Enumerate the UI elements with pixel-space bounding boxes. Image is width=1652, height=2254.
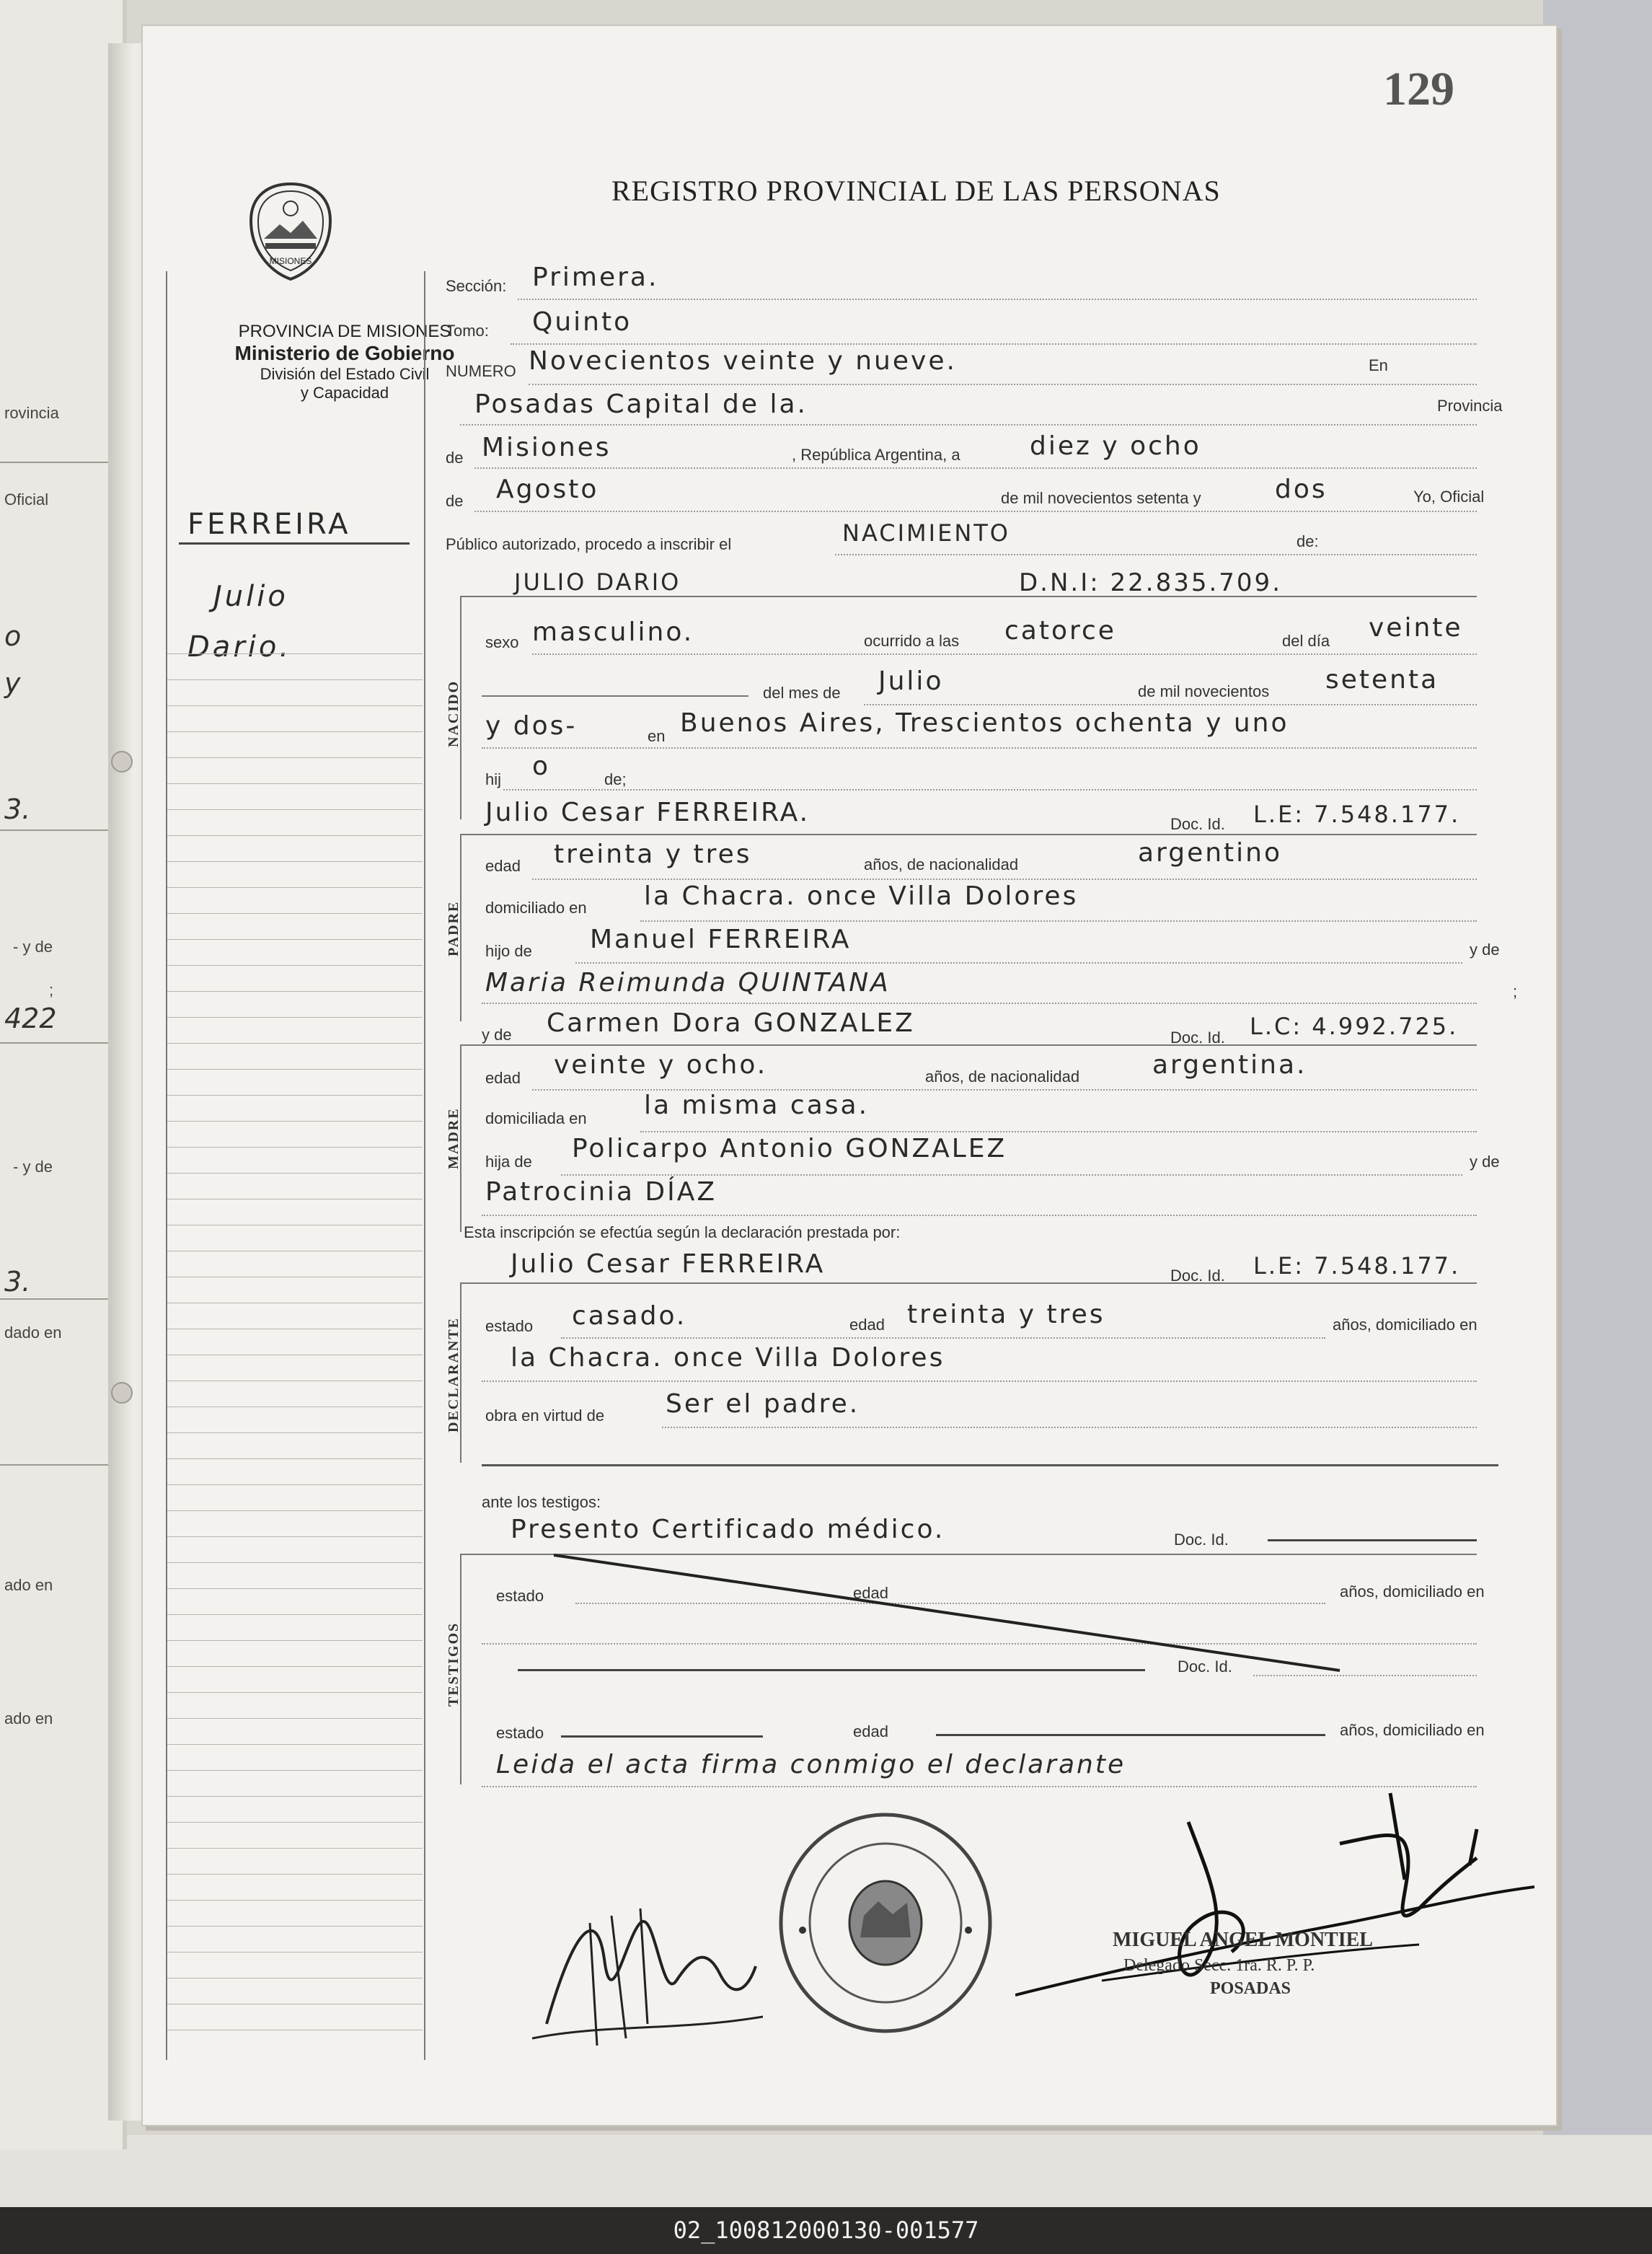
margin-ruled-line [167,1562,423,1563]
label-estado: estado [496,1724,544,1742]
value-mes-nac: Julio [878,666,944,696]
value-dia-nac: veinte [1369,613,1463,643]
dotted-line [503,789,1477,791]
value-anio: dos [1275,475,1328,504]
label-edad: edad [853,1584,888,1602]
margin-ruled-line [167,1406,423,1407]
prev-text: ado en [4,1709,53,1727]
label-doc-id: Doc. Id. [1170,815,1225,833]
dotted-line [511,343,1477,345]
value-madre-nac: argentina. [1152,1050,1307,1080]
dotted-line [482,747,1477,749]
margin-ruled-line [167,1796,423,1797]
label-de3: de; [604,770,627,788]
value-madre-dom: la misma casa. [644,1091,870,1120]
margin-ruled-line [167,1848,423,1849]
label-y-de2: y de [482,1026,512,1044]
value-hora: catorce [1004,616,1116,646]
label-hijo-de: hijo de [485,942,532,960]
label-anos-nac: años, de nacionalidad [864,855,1019,873]
label-del-dia: del día [1282,632,1330,650]
value-testigo1: Presento Certificado médico. [511,1515,945,1544]
value-declarante-dom: la Chacra. once Villa Dolores [511,1343,945,1373]
value-provincia: Misiones [482,433,611,462]
value-declarante-estado: casado. [572,1301,687,1331]
dotted-line [460,424,1477,426]
margin-ruled-line [167,1458,423,1459]
page-title: REGISTRO PROVINCIAL DE LAS PERSONAS [611,175,1221,207]
dotted-line [864,704,1477,705]
section-divider [460,1044,1477,1046]
margin-ruled-line [167,1147,423,1148]
blank-line [561,1735,763,1738]
margin-ruled-line [167,1614,423,1615]
margin-ruled-line [167,1666,423,1667]
margin-ruled-line [167,653,423,654]
label-de: de [446,492,464,510]
value-lugar: Posadas Capital de la. [474,389,808,419]
margin-left-rule [166,271,167,2060]
label-doc-id: Doc. Id. [1170,1267,1225,1285]
dotted-line [482,1003,1477,1004]
margin-ruled-line [167,1744,423,1745]
margin-ruled-line [167,965,423,966]
dotted-line [532,879,1477,880]
label-publico: Público autorizado, procedo a inscribir el [446,535,732,553]
margin-given-2: Dario. [187,630,292,664]
margin-ruled-line [167,1510,423,1511]
label-domiciliada: domiciliada en [485,1109,587,1127]
label-edad: edad [853,1722,888,1740]
margin-ruled-line [167,809,423,810]
desk-surface [0,2135,1652,2207]
prev-rule [0,1464,123,1466]
label-declaracion: Esta inscripción se efectúa según la declaración prestada por: [464,1223,901,1241]
label-anos-dom: años, domiciliado en [1340,1721,1485,1739]
section-padre: PADRE [446,900,461,956]
section-divider [460,834,1477,835]
register-page [141,25,1558,2126]
ministry-name: Ministerio de Gobierno [234,342,455,364]
prev-text: ; [49,981,54,999]
official-round-stamp [774,1808,997,2038]
value-cierre: Leida el acta firma conmigo el declarante [496,1750,1126,1779]
prev-rule [0,1298,123,1300]
margin-ruled-line [167,913,423,914]
prev-hand: 3. [4,1266,31,1298]
margin-ruled-line [167,991,423,992]
prev-rule [0,462,123,463]
label-edad: edad [485,1069,521,1087]
label-doc-id: Doc. Id. [1170,1029,1225,1047]
prev-text: ado en [4,1576,53,1594]
label-semicolon: ; [1513,982,1518,1000]
blank-line [1268,1539,1477,1541]
strike-through-line [547,1548,1354,1678]
prev-text: - y de [13,938,53,956]
margin-ruled-line [167,1926,423,1927]
section-testigos: TESTIGOS [446,1621,461,1707]
label-en2: en [648,727,666,745]
label-obra: obra en virtud de [485,1406,605,1425]
margin-ruled-line [167,1095,423,1096]
section-divider [482,1464,1498,1466]
value-numero: Novecientos veinte y nueve. [529,346,957,376]
label-de: de [446,449,464,467]
value-dia: diez y ocho [1030,431,1201,461]
value-dni: D.N.I: 22.835.709. [1019,568,1282,597]
blank-line [482,695,748,697]
margin-ruled-line [167,1432,423,1433]
label-de-mil2: de mil novecientos [1138,682,1270,700]
prev-hand: y [4,667,21,699]
dotted-line [518,299,1477,300]
value-declarante-edad: treinta y tres [907,1300,1105,1329]
dotted-line [835,554,1477,555]
margin-ruled-line [167,939,423,940]
prev-text: - y de [13,1158,53,1176]
value-madre-doc: L.C: 4.992.725. [1250,1013,1459,1040]
label-testigos: ante los testigos: [482,1493,601,1511]
margin-surname: FERREIRA [187,508,351,541]
dotted-line [532,653,1477,655]
label-estado: estado [485,1317,534,1335]
value-padre-doc: L.E: 7.548.177. [1253,801,1461,828]
value-declarante-doc: L.E: 7.548.177. [1253,1252,1461,1280]
margin-ruled-line [167,1874,423,1875]
margin-ruled-line [167,783,423,784]
margin-ruled-line [167,1121,423,1122]
dotted-line [474,467,1477,469]
seal-text: MISIONES [269,256,312,266]
binding-hole [111,751,133,772]
margin-ruled-line [167,1692,423,1693]
prev-hand: o [4,620,22,652]
dotted-line [640,920,1477,922]
value-abuela-pat: Maria Reimunda QUINTANA [485,968,891,998]
margin-ruled-line [167,1043,423,1044]
margin-ruled-line [167,1822,423,1823]
value-padre-dom: la Chacra. once Villa Dolores [644,881,1079,911]
prev-text: Oficial [4,490,49,509]
prev-text: rovincia [4,404,59,422]
value-padre-edad: treinta y tres [554,840,752,869]
section-nacido: NACIDO [446,679,461,747]
dotted-line [561,1174,1462,1176]
margin-right-rule [424,271,425,2060]
margin-ruled-line [167,757,423,758]
binding-hole [111,1382,133,1404]
label-hija-de: hija de [485,1153,532,1171]
value-padre-nac: argentino [1138,838,1283,868]
value-abuela-mat: Patrocinia DÍAZ [485,1177,717,1207]
dotted-line [561,1337,1325,1339]
value-madre-edad: veinte y ocho. [554,1050,768,1080]
margin-ruled-line [167,887,423,888]
margin-ruled-line [167,1900,423,1901]
label-anos-dom: años, domiciliado en [1333,1316,1477,1334]
label-tomo: Tomo: [446,322,489,340]
margin-ruled-line [167,1588,423,1589]
margin-ruled-line [167,705,423,706]
label-estado: estado [496,1587,544,1605]
value-mes: Agosto [496,475,599,504]
label-republica: , República Argentina, a [792,446,960,464]
margin-ruled-line [167,679,423,680]
value-sexo: masculino. [532,617,694,647]
division-line1: División del Estado Civil [260,365,430,383]
section-divider [460,1282,1477,1284]
margin-ruled-line [167,1536,423,1537]
adjacent-book [1543,0,1652,2254]
image-id-caption: 02_100812000130-001577 [0,2207,1652,2254]
label-hij: hij [485,770,502,788]
value-abuelo-mat: Policarpo Antonio GONZALEZ [572,1134,1007,1163]
prev-hand: 422 [4,1003,57,1034]
label-de-mil: de mil novecientos setenta y [1001,489,1201,507]
stamp-role: Delegado Secc. 1ra. R. P. P. [1123,1956,1315,1975]
label-yo-oficial: Yo, Oficial [1413,488,1485,506]
label-seccion: Sección: [446,277,507,295]
dotted-line [640,1131,1477,1132]
margin-ruled-line [167,1770,423,1771]
value-lugar-nac: Buenos Aires, Trescientos ochenta y uno [680,708,1289,738]
label-y-de: y de [1470,941,1500,959]
dotted-line [575,962,1462,964]
margin-ruled-line [167,861,423,862]
margin-ruled-line [167,731,423,732]
value-declarante: Julio Cesar FERREIRA [511,1249,826,1279]
margin-ruled-line [167,1484,423,1485]
provincial-seal-icon [244,181,337,282]
label-del-mes: del mes de [763,684,841,702]
label-de2: de: [1297,532,1319,550]
label-doc-id: Doc. Id. [1174,1531,1229,1549]
label-edad: edad [485,857,521,875]
province-name: PROVINCIA DE MISIONES [238,322,451,341]
margin-ruled-line [167,1173,423,1174]
surname-underline [179,542,410,545]
prev-hand: 3. [4,793,31,825]
margin-ruled-line [167,835,423,836]
label-provincia: Provincia [1437,397,1503,415]
margin-ruled-line [167,1017,423,1018]
blank-line [936,1734,1325,1736]
value-seccion: Primera. [532,263,659,292]
stamp-name: MIGUEL ANGEL MONTIEL [1113,1929,1373,1951]
value-acto: NACIMIENTO [842,519,1010,547]
margin-ruled-line [167,1718,423,1719]
value-virtud: Ser el padre. [666,1389,860,1419]
label-sexo: sexo [485,633,519,651]
dotted-line [482,1381,1477,1382]
label-domiciliado: domiciliado en [485,899,587,917]
prev-text: dado en [4,1324,62,1342]
value-anio-nac2: y dos- [485,711,578,741]
margin-ruled-line [167,1952,423,1953]
prev-rule [0,1042,123,1044]
dotted-line [662,1427,1477,1428]
page-number: 129 [1383,63,1454,115]
dotted-line [474,511,1477,512]
section-divider [460,596,1477,597]
label-anos-dom: años, domiciliado en [1340,1582,1485,1601]
dotted-line [529,384,1477,385]
value-hijo-suffix: o [532,752,551,781]
label-anos-nac: años, de nacionalidad [925,1067,1080,1086]
value-tomo: Quinto [532,307,632,337]
registrar-signature [532,1894,763,2060]
prev-rule [0,829,123,831]
label-edad: edad [849,1316,885,1334]
stamp-city: POSADAS [1210,1979,1291,1998]
label-ocurrido: ocurrido a las [864,632,960,650]
margin-given-1: Julio [213,580,288,613]
label-numero: NUMERO [446,362,516,380]
section-madre: MADRE [446,1107,461,1169]
label-doc-id: Doc. Id. [1178,1658,1232,1676]
value-nombre: JULIO DARIO [514,568,681,596]
label-y-de: y de [1470,1153,1500,1171]
value-abuelo-pat: Manuel FERREIRA [590,925,852,954]
division-line2: y Capacidad [300,384,389,402]
value-padre-nombre: Julio Cesar FERREIRA. [485,798,810,827]
label-en: En [1369,356,1388,374]
section-declarante: DECLARANTE [446,1316,461,1432]
value-madre-nombre: Carmen Dora GONZALEZ [547,1008,915,1038]
margin-ruled-line [167,1069,423,1070]
value-anio-nac: setenta [1325,665,1439,695]
dotted-line [482,1215,1477,1216]
margin-ruled-line [167,1640,423,1641]
